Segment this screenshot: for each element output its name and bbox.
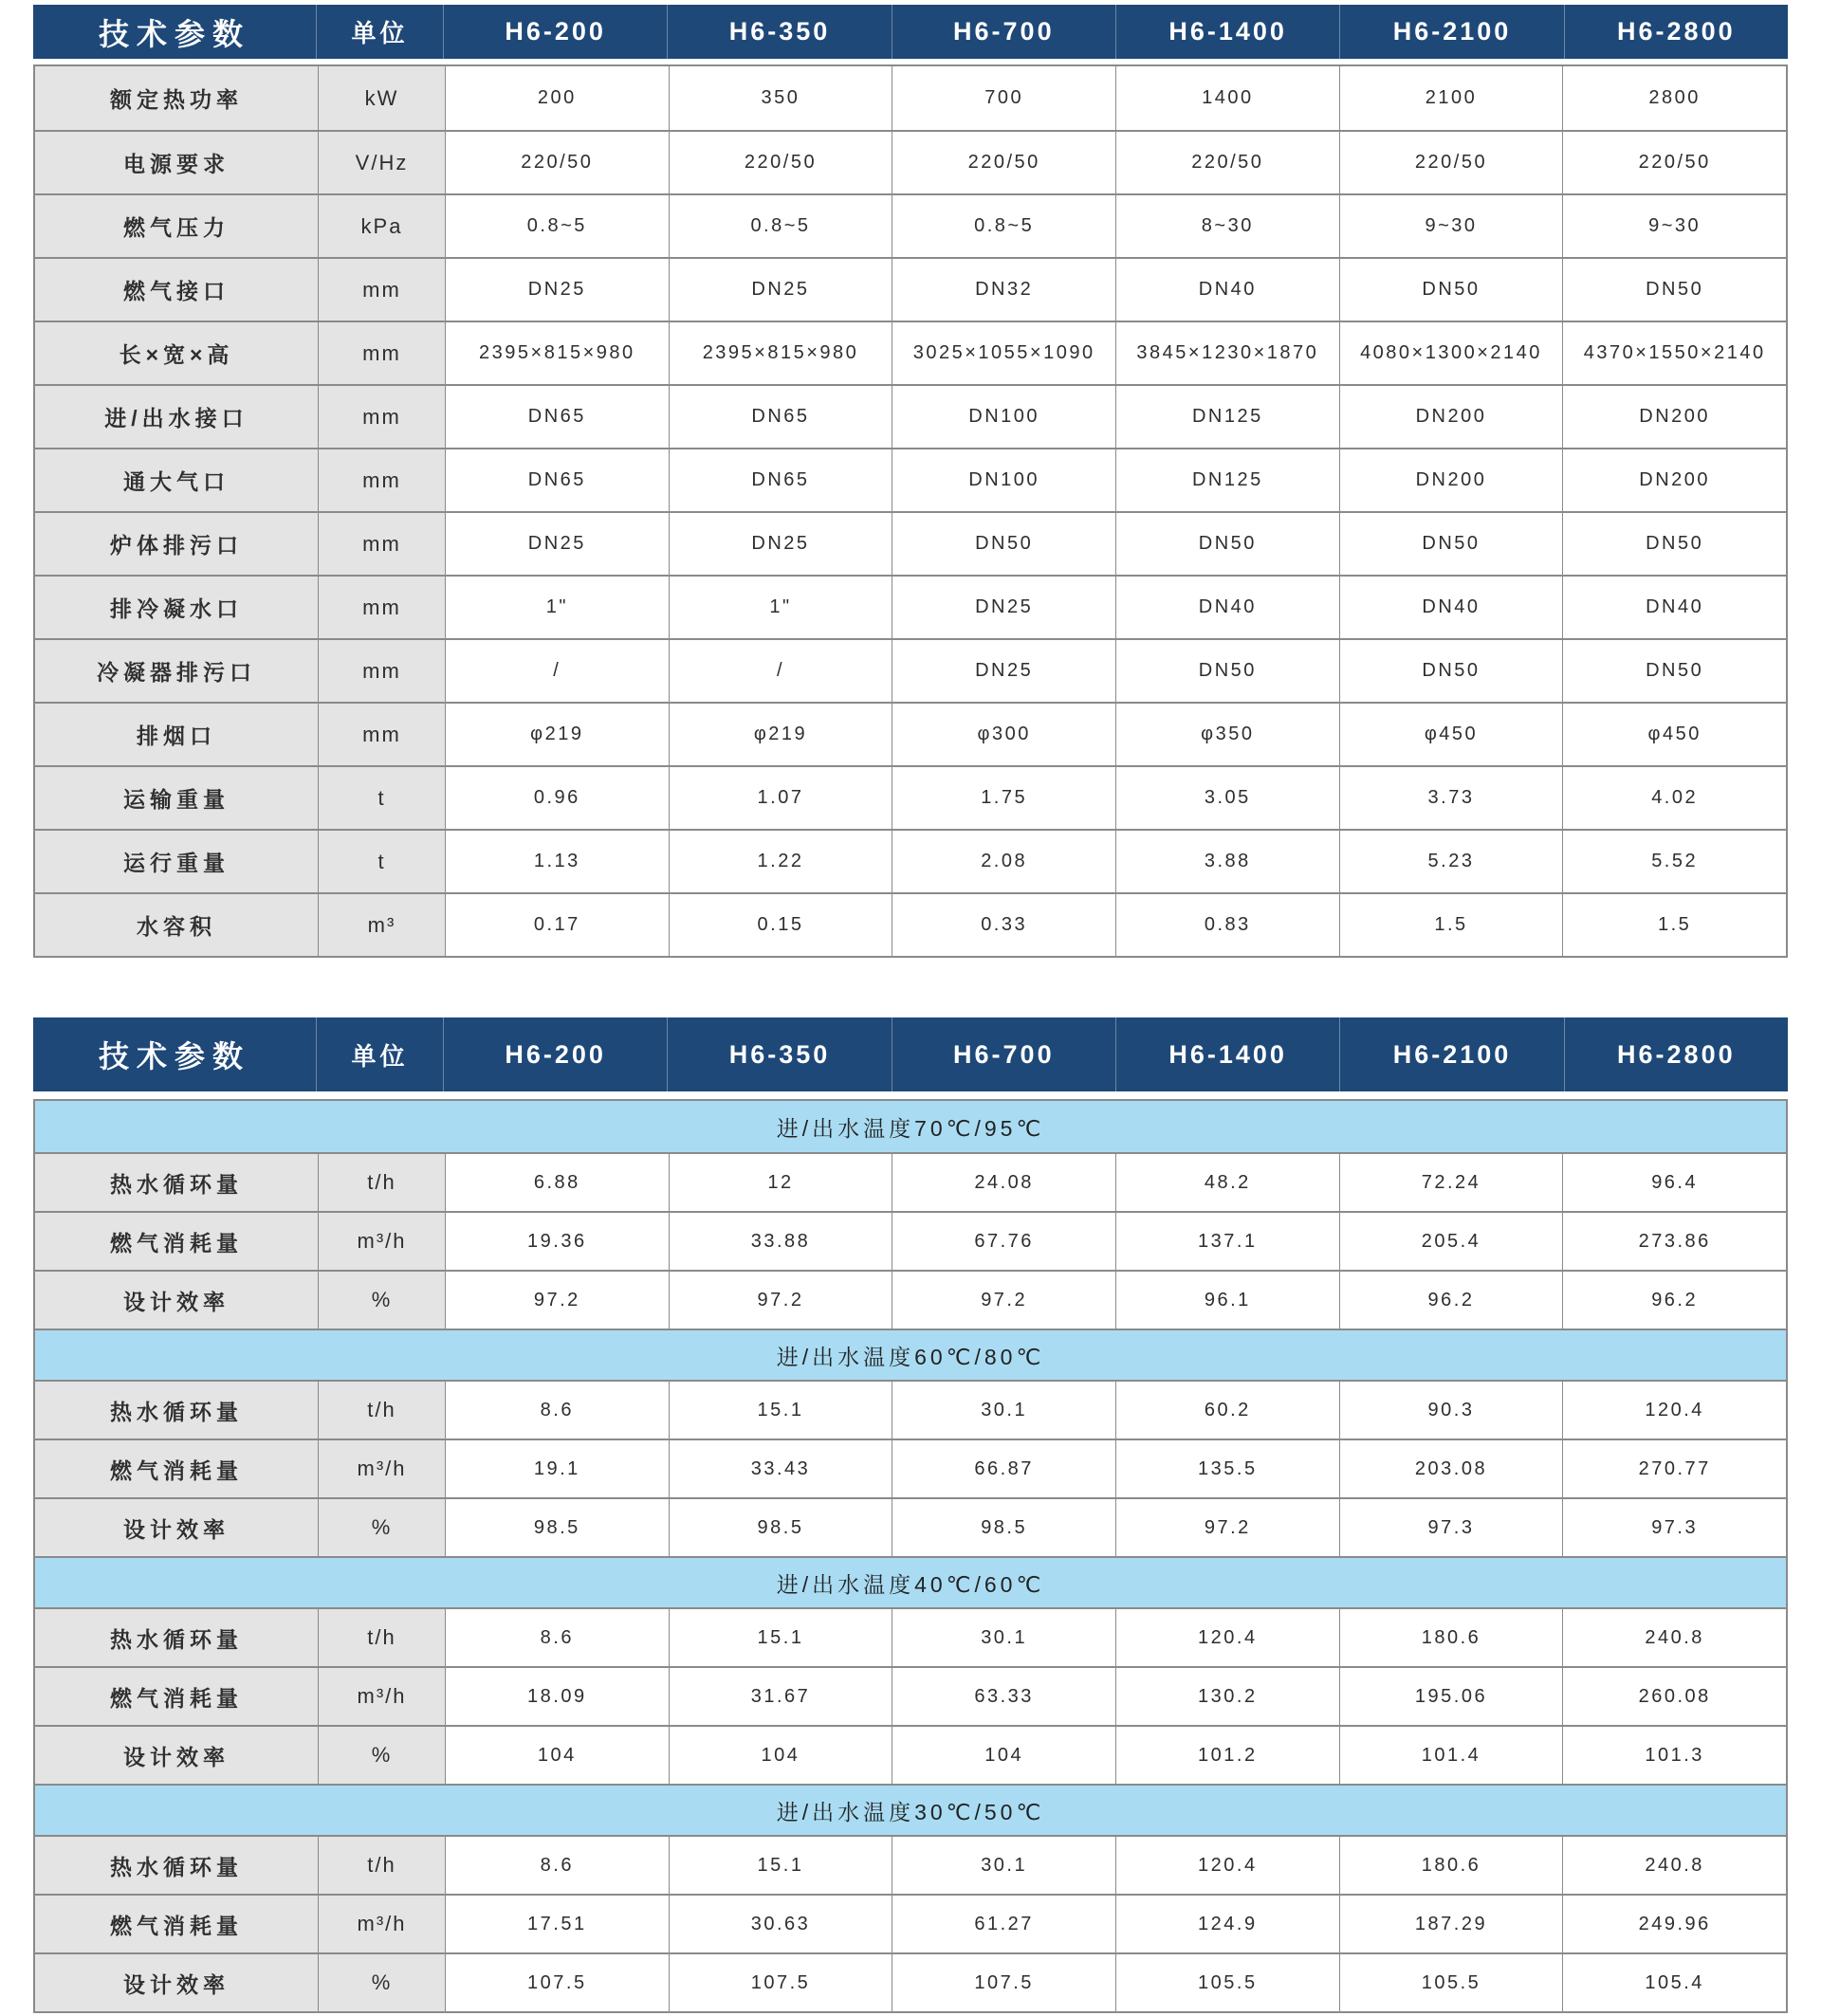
value-cell: 220/50 (669, 132, 892, 193)
value-cell: 203.08 (1339, 1440, 1563, 1497)
value-cell: 18.09 (445, 1668, 669, 1725)
model-column-header: H6-350 (667, 1017, 891, 1091)
value-cell: φ350 (1115, 704, 1339, 765)
table-row (35, 638, 1786, 702)
value-cell: 104 (892, 1727, 1115, 1784)
value-cell: 200 (445, 66, 669, 130)
temperature-section-band: 进/出水温度60℃/80℃ (35, 1329, 1786, 1380)
value-cell: 30.1 (892, 1609, 1115, 1666)
unit-cell: m³/h (318, 1213, 445, 1270)
row-label: 燃气消耗量 (35, 1896, 318, 1952)
value-cell: φ300 (892, 704, 1115, 765)
value-cell: 220/50 (1115, 132, 1339, 193)
row-label: 运输重量 (35, 767, 318, 829)
table-row (35, 1439, 1786, 1497)
value-cell: 33.43 (669, 1440, 892, 1497)
value-cell: 120.4 (1562, 1382, 1786, 1439)
table-row (35, 448, 1786, 511)
value-cell: 0.8~5 (445, 195, 669, 257)
value-cell: 120.4 (1115, 1837, 1339, 1894)
table-row (35, 1152, 1786, 1211)
value-cell: 1.5 (1339, 894, 1563, 956)
value-cell: 220/50 (892, 132, 1115, 193)
value-cell: 96.1 (1115, 1272, 1339, 1329)
value-cell: 98.5 (669, 1499, 892, 1556)
value-cell: 72.24 (1339, 1154, 1563, 1211)
value-cell: 3.73 (1339, 767, 1563, 829)
table-row (35, 384, 1786, 448)
table-row (35, 1894, 1786, 1952)
value-cell: 220/50 (1339, 132, 1563, 193)
value-cell: 2395×815×980 (445, 322, 669, 384)
value-cell: DN40 (1115, 577, 1339, 638)
value-cell: 120.4 (1115, 1609, 1339, 1666)
value-cell: 24.08 (892, 1154, 1115, 1211)
value-cell: 63.33 (892, 1668, 1115, 1725)
table2-header-row (33, 1017, 1788, 1091)
value-cell: 2800 (1562, 66, 1786, 130)
value-cell: 2395×815×980 (669, 322, 892, 384)
value-cell: 205.4 (1339, 1213, 1563, 1270)
model-column-header: H6-350 (667, 5, 891, 59)
value-cell: DN50 (1115, 513, 1339, 575)
model-column-header: H6-1400 (1115, 1017, 1339, 1091)
value-cell: 96.2 (1339, 1272, 1563, 1329)
table-row (35, 1835, 1786, 1894)
table2-title: 技术参数 (98, 1039, 250, 1073)
unit-cell: kW (318, 66, 445, 130)
unit-cell: m³/h (318, 1668, 445, 1725)
value-cell: 8.6 (445, 1837, 669, 1894)
model-column-header: H6-200 (443, 5, 667, 59)
table-row (35, 1952, 1786, 2011)
unit-cell: m³ (318, 894, 445, 956)
row-label: 燃气消耗量 (35, 1668, 318, 1725)
row-label: 热水循环量 (35, 1609, 318, 1666)
value-cell: 105.5 (1339, 1954, 1563, 2011)
value-cell: 66.87 (892, 1440, 1115, 1497)
value-cell: DN125 (1115, 449, 1339, 511)
row-label: 冷凝器排污口 (35, 640, 318, 702)
table2-unit-header: 单位 (316, 1017, 443, 1091)
value-cell: DN100 (892, 386, 1115, 448)
value-cell: DN100 (892, 449, 1115, 511)
value-cell: 1400 (1115, 66, 1339, 130)
value-cell: 97.3 (1562, 1499, 1786, 1556)
row-label: 燃气消耗量 (35, 1440, 318, 1497)
value-cell: φ450 (1339, 704, 1563, 765)
value-cell: 97.3 (1339, 1499, 1563, 1556)
temperature-section-band: 进/出水温度40℃/60℃ (35, 1556, 1786, 1607)
table-row (35, 130, 1786, 193)
unit-cell: t/h (318, 1837, 445, 1894)
value-cell: 220/50 (1562, 132, 1786, 193)
value-cell: 0.83 (1115, 894, 1339, 956)
table1-unit-header: 单位 (316, 5, 443, 59)
value-cell: 48.2 (1115, 1154, 1339, 1211)
row-label: 燃气压力 (35, 195, 318, 257)
value-cell: 2100 (1339, 66, 1563, 130)
value-cell: 107.5 (892, 1954, 1115, 2011)
unit-cell: m³/h (318, 1896, 445, 1952)
temperature-section-band: 进/出水温度30℃/50℃ (35, 1784, 1786, 1835)
value-cell: 2.08 (892, 831, 1115, 892)
value-cell: 107.5 (669, 1954, 892, 2011)
unit-cell: t/h (318, 1609, 445, 1666)
value-cell: 98.5 (892, 1499, 1115, 1556)
table-row (35, 829, 1786, 892)
value-cell: DN200 (1562, 449, 1786, 511)
value-cell: 101.4 (1339, 1727, 1563, 1784)
value-cell: DN65 (445, 449, 669, 511)
value-cell: DN40 (1339, 577, 1563, 638)
unit-cell: % (318, 1954, 445, 2011)
value-cell: 104 (445, 1727, 669, 1784)
row-label: 长×宽×高 (35, 322, 318, 384)
value-cell: 1.5 (1562, 894, 1786, 956)
table-row (35, 511, 1786, 575)
value-cell: DN25 (892, 640, 1115, 702)
value-cell: 104 (669, 1727, 892, 1784)
unit-cell: mm (318, 259, 445, 321)
value-cell: 90.3 (1339, 1382, 1563, 1439)
table2-body (33, 1099, 1788, 2013)
unit-cell: % (318, 1272, 445, 1329)
value-cell: DN125 (1115, 386, 1339, 448)
value-cell: φ450 (1562, 704, 1786, 765)
value-cell: 180.6 (1339, 1837, 1563, 1894)
table-row (35, 892, 1786, 956)
value-cell: 273.86 (1562, 1213, 1786, 1270)
row-label: 设计效率 (35, 1499, 318, 1556)
value-cell: DN50 (892, 513, 1115, 575)
value-cell: 96.4 (1562, 1154, 1786, 1211)
unit-cell: t/h (318, 1382, 445, 1439)
unit-cell: % (318, 1499, 445, 1556)
value-cell: 1.75 (892, 767, 1115, 829)
value-cell: 97.2 (892, 1272, 1115, 1329)
value-cell: 19.1 (445, 1440, 669, 1497)
value-cell: 195.06 (1339, 1668, 1563, 1725)
value-cell: 30.1 (892, 1837, 1115, 1894)
value-cell: 8~30 (1115, 195, 1339, 257)
table-row (35, 765, 1786, 829)
model-column-header: H6-2100 (1339, 5, 1563, 59)
value-cell: 187.29 (1339, 1896, 1563, 1952)
row-label: 排冷凝水口 (35, 577, 318, 638)
value-cell: DN25 (892, 577, 1115, 638)
value-cell: 97.2 (445, 1272, 669, 1329)
value-cell: 270.77 (1562, 1440, 1786, 1497)
value-cell: 96.2 (1562, 1272, 1786, 1329)
table-row (35, 1497, 1786, 1556)
row-label: 燃气消耗量 (35, 1213, 318, 1270)
spec-table-general (33, 5, 1788, 958)
value-cell: 700 (892, 66, 1115, 130)
value-cell: 107.5 (445, 1954, 669, 2011)
unit-cell: mm (318, 449, 445, 511)
value-cell: 1" (669, 577, 892, 638)
value-cell: 220/50 (445, 132, 669, 193)
value-cell: 33.88 (669, 1213, 892, 1270)
value-cell: 6.88 (445, 1154, 669, 1211)
value-cell: 3.88 (1115, 831, 1339, 892)
row-label: 设计效率 (35, 1272, 318, 1329)
unit-cell: t (318, 767, 445, 829)
row-label: 水容积 (35, 894, 318, 956)
table-row (35, 321, 1786, 384)
row-label: 炉体排污口 (35, 513, 318, 575)
value-cell: 137.1 (1115, 1213, 1339, 1270)
value-cell: 240.8 (1562, 1609, 1786, 1666)
value-cell: 260.08 (1562, 1668, 1786, 1725)
value-cell: 15.1 (669, 1609, 892, 1666)
table-row (35, 1270, 1786, 1329)
value-cell: 0.8~5 (892, 195, 1115, 257)
row-label: 燃气接口 (35, 259, 318, 321)
value-cell: 9~30 (1339, 195, 1563, 257)
value-cell: DN50 (1562, 513, 1786, 575)
value-cell: 101.2 (1115, 1727, 1339, 1784)
value-cell: DN50 (1562, 259, 1786, 321)
value-cell: DN40 (1115, 259, 1339, 321)
value-cell: 3.05 (1115, 767, 1339, 829)
value-cell: DN200 (1562, 386, 1786, 448)
value-cell: 5.52 (1562, 831, 1786, 892)
row-label: 进/出水接口 (35, 386, 318, 448)
value-cell: 1.13 (445, 831, 669, 892)
row-label: 通大气口 (35, 449, 318, 511)
value-cell: 17.51 (445, 1896, 669, 1952)
model-column-header: H6-700 (892, 1017, 1115, 1091)
value-cell: 249.96 (1562, 1896, 1786, 1952)
table-row (35, 193, 1786, 257)
value-cell: 9~30 (1562, 195, 1786, 257)
row-label: 设计效率 (35, 1727, 318, 1784)
value-cell: 1.07 (669, 767, 892, 829)
table1-body (33, 64, 1788, 958)
value-cell: 8.6 (445, 1382, 669, 1439)
unit-cell: t/h (318, 1154, 445, 1211)
value-cell: 124.9 (1115, 1896, 1339, 1952)
value-cell: 3845×1230×1870 (1115, 322, 1339, 384)
value-cell: DN25 (669, 513, 892, 575)
value-cell: 12 (669, 1154, 892, 1211)
unit-cell: t (318, 831, 445, 892)
spec-table-performance (33, 1017, 1788, 2013)
value-cell: 97.2 (669, 1272, 892, 1329)
value-cell: 0.17 (445, 894, 669, 956)
value-cell: 0.15 (669, 894, 892, 956)
row-label: 设计效率 (35, 1954, 318, 2011)
value-cell: 105.4 (1562, 1954, 1786, 2011)
value-cell: DN50 (1339, 259, 1563, 321)
value-cell: DN25 (445, 513, 669, 575)
unit-cell: mm (318, 640, 445, 702)
value-cell: 180.6 (1339, 1609, 1563, 1666)
table-row (35, 1666, 1786, 1725)
value-cell: DN65 (669, 386, 892, 448)
value-cell: 31.67 (669, 1668, 892, 1725)
model-column-header: H6-2100 (1339, 1017, 1563, 1091)
value-cell: 67.76 (892, 1213, 1115, 1270)
value-cell: DN50 (1115, 640, 1339, 702)
table-row (35, 1607, 1786, 1666)
value-cell: 1.22 (669, 831, 892, 892)
unit-cell: m³/h (318, 1440, 445, 1497)
model-column-header: H6-1400 (1115, 5, 1339, 59)
value-cell: DN65 (669, 449, 892, 511)
value-cell: 19.36 (445, 1213, 669, 1270)
value-cell: DN200 (1339, 449, 1563, 511)
value-cell: / (669, 640, 892, 702)
table-row (35, 702, 1786, 765)
value-cell: φ219 (445, 704, 669, 765)
value-cell: 98.5 (445, 1499, 669, 1556)
value-cell: 101.3 (1562, 1727, 1786, 1784)
value-cell: 0.8~5 (669, 195, 892, 257)
model-column-header: H6-2800 (1564, 1017, 1788, 1091)
value-cell: 30.1 (892, 1382, 1115, 1439)
unit-cell: mm (318, 386, 445, 448)
unit-cell: kPa (318, 195, 445, 257)
row-label: 热水循环量 (35, 1837, 318, 1894)
table1-header-row (33, 5, 1788, 59)
table-row (35, 1725, 1786, 1784)
value-cell: 4.02 (1562, 767, 1786, 829)
row-label: 运行重量 (35, 831, 318, 892)
value-cell: DN50 (1339, 513, 1563, 575)
unit-cell: mm (318, 704, 445, 765)
row-label: 排烟口 (35, 704, 318, 765)
unit-cell: mm (318, 322, 445, 384)
unit-cell: % (318, 1727, 445, 1784)
value-cell: DN200 (1339, 386, 1563, 448)
value-cell: DN25 (669, 259, 892, 321)
value-cell: DN50 (1339, 640, 1563, 702)
value-cell: DN65 (445, 386, 669, 448)
table1-title: 技术参数 (98, 16, 250, 51)
unit-cell: V/Hz (318, 132, 445, 193)
table-row (35, 1211, 1786, 1270)
value-cell: 3025×1055×1090 (892, 322, 1115, 384)
value-cell: 350 (669, 66, 892, 130)
value-cell: / (445, 640, 669, 702)
value-cell: 8.6 (445, 1609, 669, 1666)
value-cell: 61.27 (892, 1896, 1115, 1952)
value-cell: 30.63 (669, 1896, 892, 1952)
temperature-section-band: 进/出水温度70℃/95℃ (35, 1101, 1786, 1152)
value-cell: φ219 (669, 704, 892, 765)
value-cell: DN40 (1562, 577, 1786, 638)
unit-cell: mm (318, 577, 445, 638)
value-cell: 60.2 (1115, 1382, 1339, 1439)
table-row (35, 257, 1786, 321)
value-cell: 97.2 (1115, 1499, 1339, 1556)
value-cell: DN32 (892, 259, 1115, 321)
value-cell: 5.23 (1339, 831, 1563, 892)
model-column-header: H6-200 (443, 1017, 667, 1091)
row-label: 热水循环量 (35, 1154, 318, 1211)
value-cell: 15.1 (669, 1382, 892, 1439)
value-cell: 4080×1300×2140 (1339, 322, 1563, 384)
value-cell: 15.1 (669, 1837, 892, 1894)
value-cell: 135.5 (1115, 1440, 1339, 1497)
value-cell: 1" (445, 577, 669, 638)
table-row (35, 66, 1786, 130)
model-column-header: H6-700 (892, 5, 1115, 59)
unit-cell: mm (318, 513, 445, 575)
value-cell: 0.96 (445, 767, 669, 829)
value-cell: 4370×1550×2140 (1562, 322, 1786, 384)
value-cell: DN50 (1562, 640, 1786, 702)
value-cell: DN25 (445, 259, 669, 321)
row-label: 热水循环量 (35, 1382, 318, 1439)
value-cell: 0.33 (892, 894, 1115, 956)
value-cell: 240.8 (1562, 1837, 1786, 1894)
table-row (35, 575, 1786, 638)
value-cell: 105.5 (1115, 1954, 1339, 2011)
model-column-header: H6-2800 (1564, 5, 1788, 59)
row-label: 额定热功率 (35, 66, 318, 130)
table-row (35, 1380, 1786, 1439)
row-label: 电源要求 (35, 132, 318, 193)
value-cell: 130.2 (1115, 1668, 1339, 1725)
